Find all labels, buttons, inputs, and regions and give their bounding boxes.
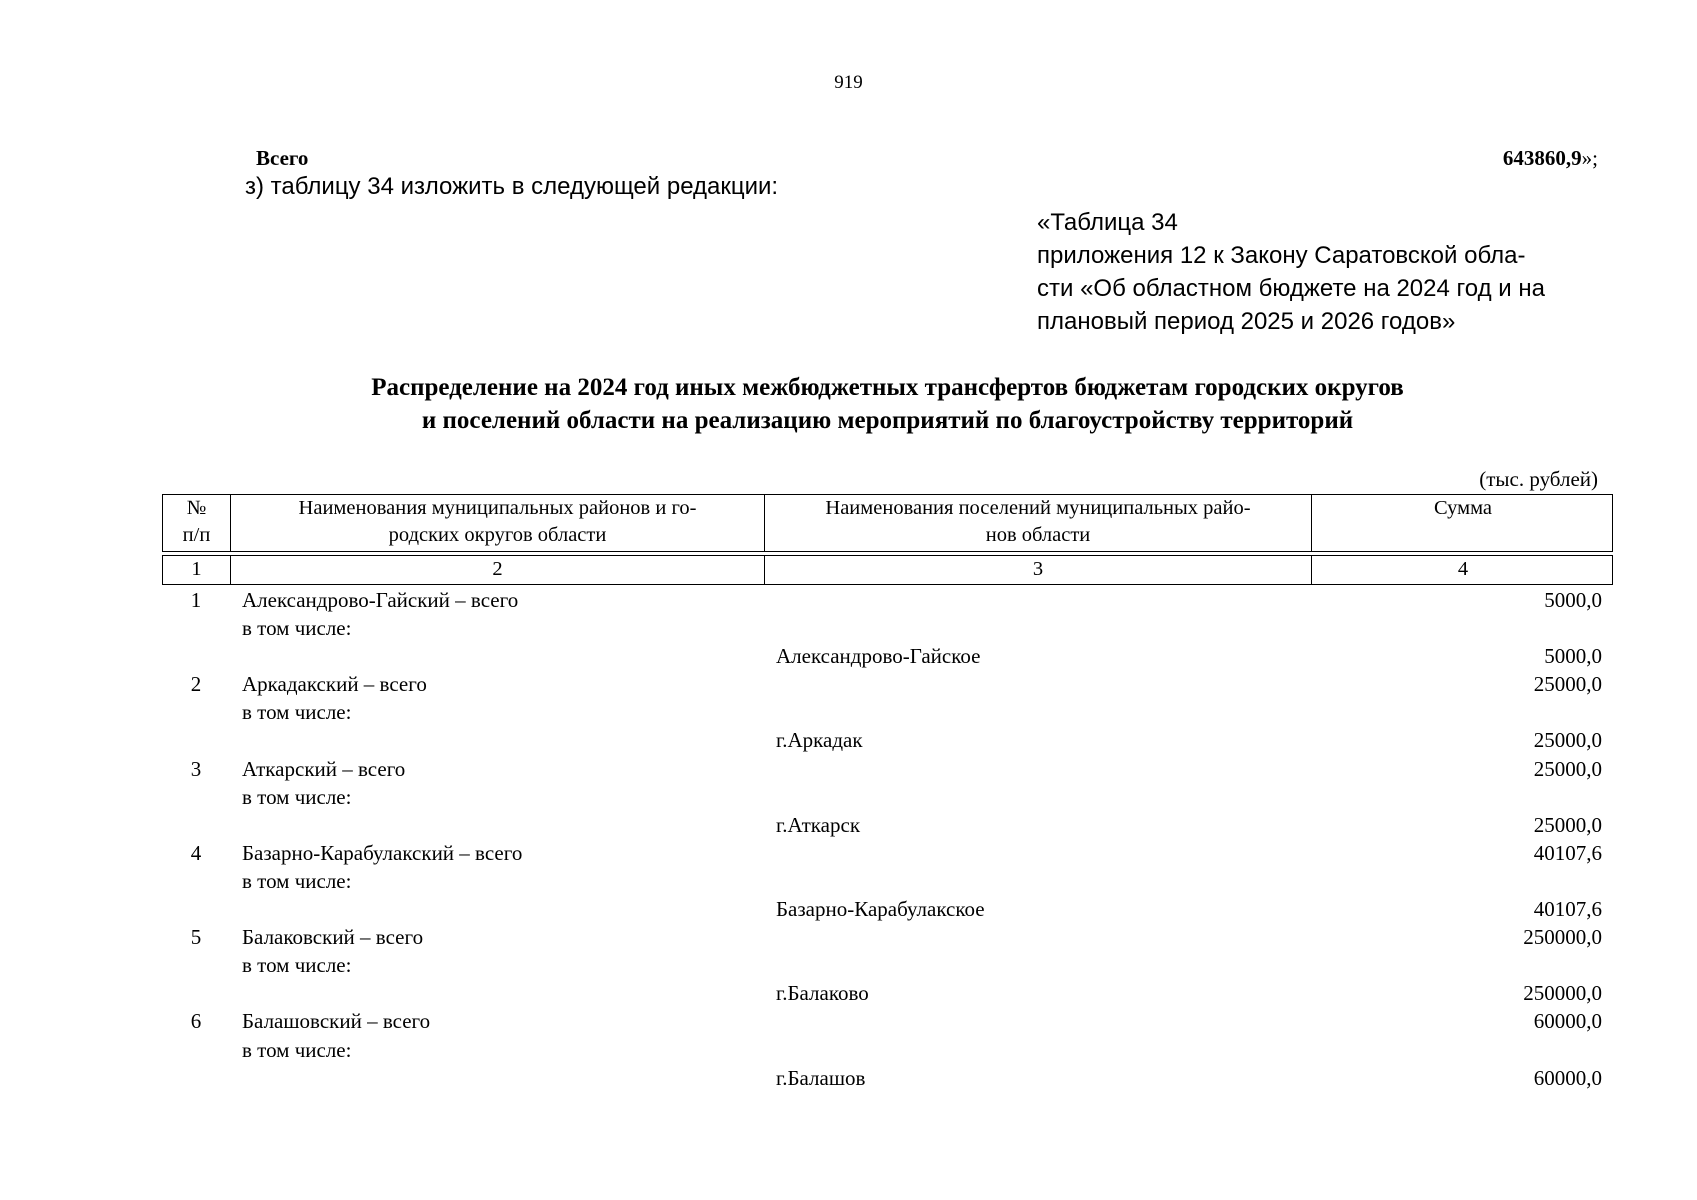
row-sum bbox=[1311, 1036, 1613, 1064]
table-row bbox=[162, 923, 1613, 951]
row-settlement bbox=[764, 698, 1311, 726]
row-settlement: г.Аркадак bbox=[776, 728, 863, 753]
row-sum: 250000,0 bbox=[1523, 925, 1602, 950]
table-row bbox=[162, 951, 1613, 979]
row-number: 3 bbox=[190, 756, 202, 781]
row-settlement bbox=[764, 755, 1311, 783]
row-settlement bbox=[764, 867, 1311, 895]
row-district bbox=[230, 979, 764, 1007]
document-title-line: и поселений области на реализацию мероприятий по благоустройству территорий bbox=[421, 407, 1354, 434]
table-header bbox=[162, 494, 1613, 552]
row-district: в том числе: bbox=[242, 1037, 352, 1062]
table-row bbox=[162, 783, 1613, 811]
table-reference-line: сти «Об областном бюджете на 2024 год и на bbox=[1037, 275, 1545, 302]
row-sum: 250000,0 bbox=[1523, 981, 1602, 1006]
row-sum: 40107,6 bbox=[1533, 897, 1602, 922]
row-district: в том числе: bbox=[242, 868, 352, 893]
row-district: Аткарский – всего bbox=[242, 756, 406, 781]
row-district bbox=[230, 642, 764, 670]
row-number: 6 bbox=[190, 1009, 202, 1034]
table-reference-line: плановый период 2025 и 2026 годов» bbox=[1037, 308, 1456, 335]
row-number: 1 bbox=[190, 588, 202, 612]
row-sum: 5000,0 bbox=[1544, 644, 1602, 669]
row-district bbox=[230, 895, 764, 923]
row-district: Аркадакский – всего bbox=[242, 672, 427, 697]
row-settlement: г.Балаково bbox=[776, 981, 869, 1006]
row-sum bbox=[1311, 783, 1613, 811]
row-number: 4 bbox=[190, 840, 202, 865]
row-settlement bbox=[764, 783, 1311, 811]
table-row bbox=[162, 670, 1613, 698]
row-settlement: г.Балашов bbox=[776, 1065, 866, 1090]
row-number bbox=[162, 895, 230, 923]
row-number bbox=[162, 783, 230, 811]
table-reference-line: приложения 12 к Закону Саратовской обла- bbox=[1037, 242, 1526, 269]
document-title-line: Распределение на 2024 год иных межбюджетных трансфертов бюджетам городских округов bbox=[371, 374, 1404, 401]
row-sum: 40107,6 bbox=[1533, 840, 1602, 865]
row-district: Балаковский – всего bbox=[242, 925, 424, 950]
row-sum bbox=[1311, 698, 1613, 726]
row-number bbox=[162, 698, 230, 726]
column-number: 3 bbox=[765, 556, 1312, 584]
row-sum: 60000,0 bbox=[1533, 1009, 1602, 1034]
table-row bbox=[162, 614, 1613, 642]
table-row bbox=[162, 726, 1613, 754]
row-settlement bbox=[764, 670, 1311, 698]
row-sum bbox=[1311, 867, 1613, 895]
total-value bbox=[1503, 146, 1598, 171]
row-number: 5 bbox=[190, 925, 202, 950]
row-district: в том числе: bbox=[242, 953, 352, 978]
row-sum: 60000,0 bbox=[1533, 1065, 1602, 1090]
table-row bbox=[162, 642, 1613, 670]
row-number: 2 bbox=[190, 672, 202, 697]
row-number bbox=[162, 867, 230, 895]
row-sum bbox=[1311, 951, 1613, 979]
row-sum: 25000,0 bbox=[1533, 812, 1602, 837]
total-suffix: »; bbox=[1581, 146, 1598, 170]
row-number bbox=[162, 726, 230, 754]
header-district: Наименования муниципальных районов и го- родских округов области bbox=[231, 495, 765, 551]
row-settlement bbox=[764, 951, 1311, 979]
table-reference-line: «Таблица 34 bbox=[1037, 209, 1178, 236]
table-row bbox=[162, 895, 1613, 923]
header-settlement: Наименования поселений муниципальных райо- нов области bbox=[765, 495, 1312, 551]
row-number bbox=[162, 951, 230, 979]
table-row bbox=[162, 586, 1613, 614]
row-district: Балашовский – всего bbox=[242, 1009, 431, 1034]
column-number: 2 bbox=[231, 556, 765, 584]
column-number: 4 bbox=[1457, 558, 1469, 580]
page-number: 919 bbox=[834, 72, 863, 93]
row-district bbox=[230, 1064, 764, 1092]
row-number bbox=[162, 614, 230, 642]
row-settlement bbox=[764, 839, 1311, 867]
row-settlement bbox=[764, 1036, 1311, 1064]
column-number: 1 bbox=[163, 556, 231, 584]
row-number bbox=[162, 811, 230, 839]
row-settlement bbox=[764, 614, 1311, 642]
row-settlement: г.Аткарск bbox=[776, 812, 861, 837]
table-row bbox=[162, 839, 1613, 867]
table-row bbox=[162, 755, 1613, 783]
table-column-numbers bbox=[162, 555, 1613, 585]
row-number bbox=[162, 979, 230, 1007]
row-district bbox=[230, 811, 764, 839]
table-reference bbox=[1037, 206, 1595, 338]
row-settlement: Александрово-Гайское bbox=[776, 644, 981, 669]
row-district bbox=[230, 726, 764, 754]
row-number bbox=[162, 642, 230, 670]
table-body bbox=[162, 586, 1613, 1092]
table-row bbox=[162, 811, 1613, 839]
row-sum: 25000,0 bbox=[1533, 756, 1602, 781]
total-label: Всего bbox=[256, 146, 309, 170]
document-title bbox=[0, 371, 1697, 437]
table-row bbox=[162, 1036, 1613, 1064]
row-settlement: Базарно-Карабулакское bbox=[776, 897, 985, 922]
header-sum: Сумма bbox=[1433, 497, 1493, 519]
row-district: в том числе: bbox=[242, 616, 352, 641]
table-row bbox=[162, 1064, 1613, 1092]
header-number: № п/п bbox=[163, 495, 231, 551]
row-sum bbox=[1311, 614, 1613, 642]
amendment-instruction: з) таблицу 34 изложить в следующей редакции: bbox=[245, 173, 779, 200]
total-amount: 643860,9 bbox=[1502, 146, 1582, 170]
row-district: Александрово-Гайский – всего bbox=[242, 588, 519, 612]
table-row bbox=[162, 979, 1613, 1007]
row-settlement bbox=[764, 1007, 1311, 1035]
row-district: в том числе: bbox=[242, 700, 352, 725]
units-label: (тыс. рублей) bbox=[1479, 467, 1598, 491]
row-district: в том числе: bbox=[242, 784, 352, 809]
row-district: Базарно-Карабулакский – всего bbox=[242, 840, 523, 865]
row-sum: 25000,0 bbox=[1533, 728, 1602, 753]
table-row bbox=[162, 1007, 1613, 1035]
row-sum: 25000,0 bbox=[1533, 672, 1602, 697]
table-row bbox=[162, 867, 1613, 895]
row-sum: 5000,0 bbox=[1544, 588, 1602, 612]
row-settlement bbox=[764, 923, 1311, 951]
table-row bbox=[162, 698, 1613, 726]
row-number bbox=[162, 1064, 230, 1092]
row-settlement bbox=[764, 586, 1311, 614]
row-number bbox=[162, 1036, 230, 1064]
